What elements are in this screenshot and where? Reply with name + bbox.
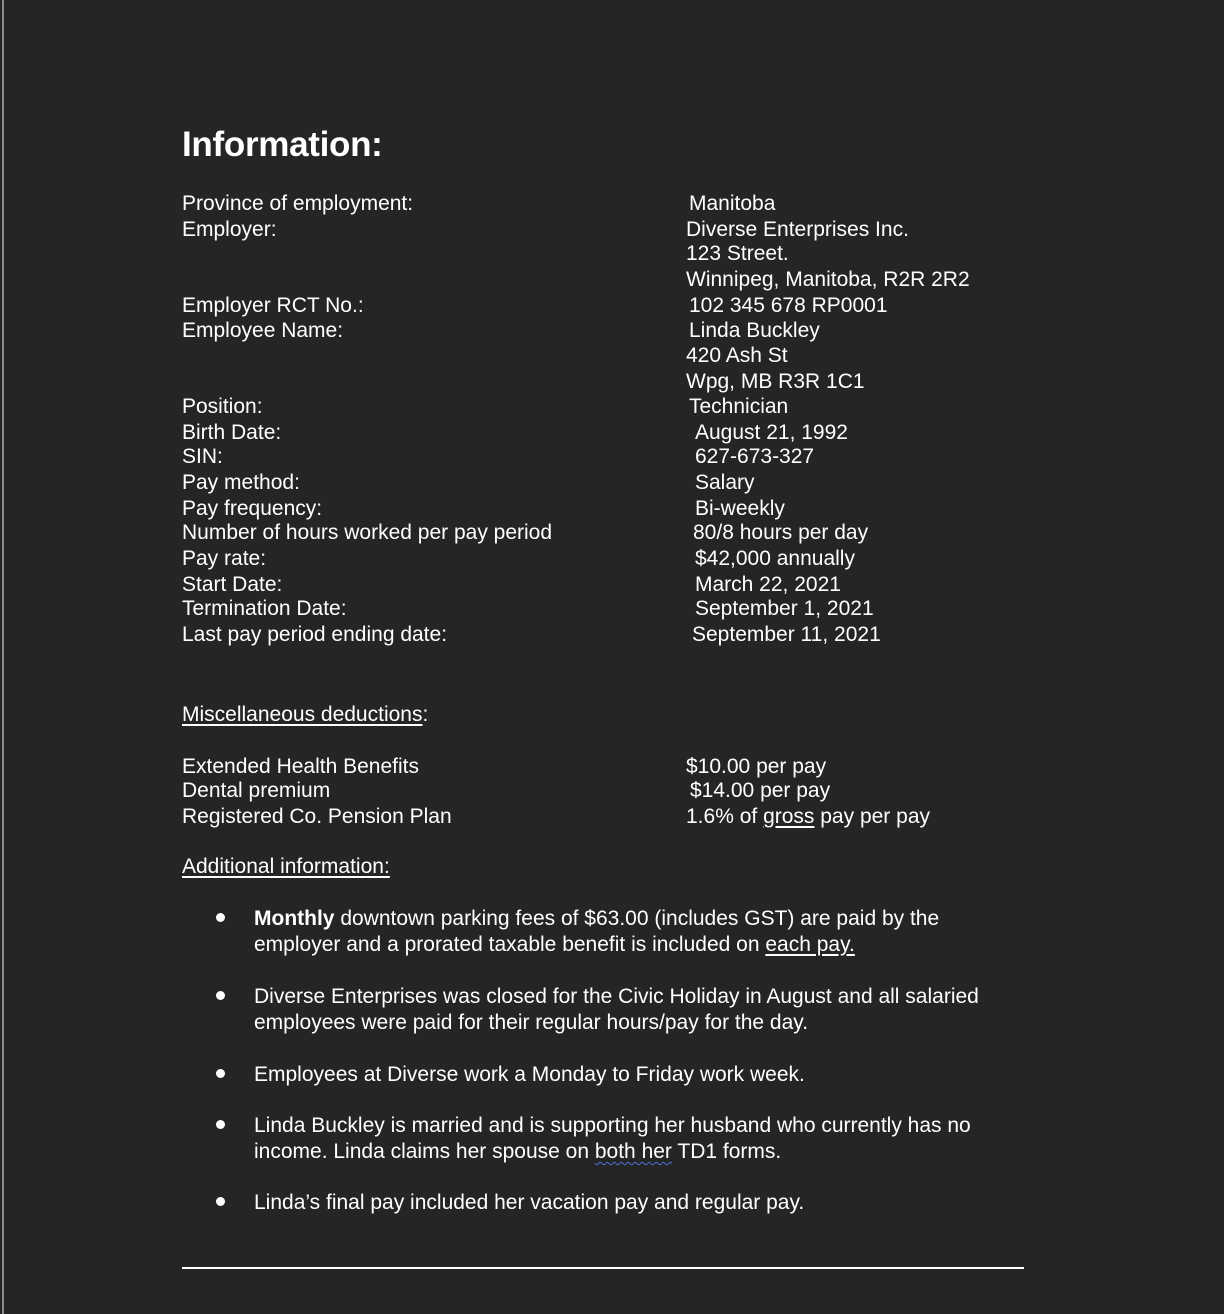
value-employee-city: Wpg, MB R3R 1C1 <box>686 370 865 393</box>
bullet-parking <box>254 906 1054 958</box>
bullet-parking-bold: Monthly <box>254 907 335 930</box>
value-employee-name: Linda Buckley <box>689 319 820 342</box>
value-rct: 102 345 678 RP0001 <box>689 294 888 317</box>
label-rct: Employer RCT No.: <box>182 294 364 317</box>
value-employee-street: 420 Ash St <box>686 344 788 367</box>
grammar-flagged-text[interactable]: both her <box>594 1140 672 1163</box>
label-employer: Employer: <box>182 218 277 241</box>
value-start-date: March 22, 2021 <box>695 573 841 596</box>
bullet-td1-line2 <box>254 1139 1054 1165</box>
value-termination-date: September 1, 2021 <box>695 597 874 620</box>
label-employee-name: Employee Name: <box>182 319 344 342</box>
label-last-pay-period: Last pay period ending date: <box>182 623 448 646</box>
bullet-parking-line1-rest: downtown parking fees of $63.00 (includes GST) are paid by the <box>334 907 940 930</box>
value-birth-date: August 21, 1992 <box>695 421 848 444</box>
bullet-td1 <box>254 1113 1054 1165</box>
value-employer-name: Diverse Enterprises Inc. <box>686 218 909 241</box>
pension-value-post: pay per pay <box>814 805 930 828</box>
page-left-edge <box>2 0 4 1314</box>
label-hours: Number of hours worked per pay period <box>182 521 553 544</box>
bullet-td1-line1: Linda Buckley is married and is supporting her husband who currently has no <box>254 1114 971 1137</box>
bullet-civic-holiday-line2: employees were paid for their regular hours/pay for the day. <box>254 1011 809 1034</box>
label-pay-rate: Pay rate: <box>182 547 267 570</box>
bullet-td1-line2-post: TD1 forms. <box>671 1140 782 1163</box>
value-position: Technician <box>689 395 789 418</box>
misc-deductions-heading <box>182 702 428 728</box>
label-pension: Registered Co. Pension Plan <box>182 805 452 828</box>
value-employer-street: 123 Street. <box>686 242 789 265</box>
value-health-benefits: $10.00 per pay <box>686 755 827 778</box>
label-sin: SIN: <box>182 445 223 468</box>
value-pension <box>686 804 930 830</box>
label-health-benefits: Extended Health Benefits <box>182 755 419 778</box>
bullet-icon <box>216 1197 225 1206</box>
bullet-parking-line1 <box>254 906 1054 932</box>
pension-value-pre: 1.6% of <box>686 805 764 828</box>
value-sin: 627-673-327 <box>695 445 815 468</box>
label-pay-method: Pay method: <box>182 471 300 494</box>
label-birth-date: Birth Date: <box>182 421 282 444</box>
value-hours: 80/8 hours per day <box>693 521 869 544</box>
value-pay-frequency: Bi-weekly <box>695 497 785 520</box>
bullet-final-pay: Linda’s final pay included her vacation pay and regular pay. <box>254 1191 805 1214</box>
additional-info-heading: Additional information: <box>182 855 390 878</box>
value-province: Manitoba <box>689 192 776 215</box>
bullet-icon <box>216 913 225 922</box>
label-termination-date: Termination Date: <box>182 597 347 620</box>
bullet-civic-holiday-line1: Diverse Enterprises was closed for the Civic Holiday in August and all salaried <box>254 985 979 1008</box>
bullet-work-week: Employees at Diverse work a Monday to Friday work week. <box>254 1063 805 1086</box>
bullet-td1-line2-pre: income. Linda claims her spouse on <box>254 1140 595 1163</box>
value-pay-method: Salary <box>695 471 755 494</box>
label-start-date: Start Date: <box>182 573 283 596</box>
bullet-parking-line2 <box>254 932 1054 958</box>
misc-deductions-heading-colon: : <box>422 703 429 726</box>
bullet-icon <box>216 1120 225 1129</box>
bullet-parking-each-pay: each pay. <box>765 933 855 956</box>
label-dental: Dental premium <box>182 779 331 802</box>
misc-deductions-heading-text: Miscellaneous deductions <box>182 703 423 726</box>
label-position: Position: <box>182 395 263 418</box>
value-dental: $14.00 per pay <box>690 779 831 802</box>
value-employer-city: Winnipeg, Manitoba, R2R 2R2 <box>686 268 970 291</box>
value-last-pay-period: September 11, 2021 <box>692 623 881 646</box>
bullet-icon <box>216 1069 225 1078</box>
bullet-icon <box>216 991 225 1000</box>
value-pay-rate: $42,000 annually <box>695 547 855 570</box>
pension-value-gross: gross <box>763 805 815 828</box>
label-province: Province of employment: <box>182 192 414 215</box>
page-title: Information: <box>182 125 383 164</box>
signature-line <box>182 1267 1024 1269</box>
bullet-parking-line2-pre: employer and a prorated taxable benefit is included on <box>254 933 766 956</box>
label-pay-frequency: Pay frequency: <box>182 497 323 520</box>
bullet-civic-holiday <box>254 984 1054 1036</box>
